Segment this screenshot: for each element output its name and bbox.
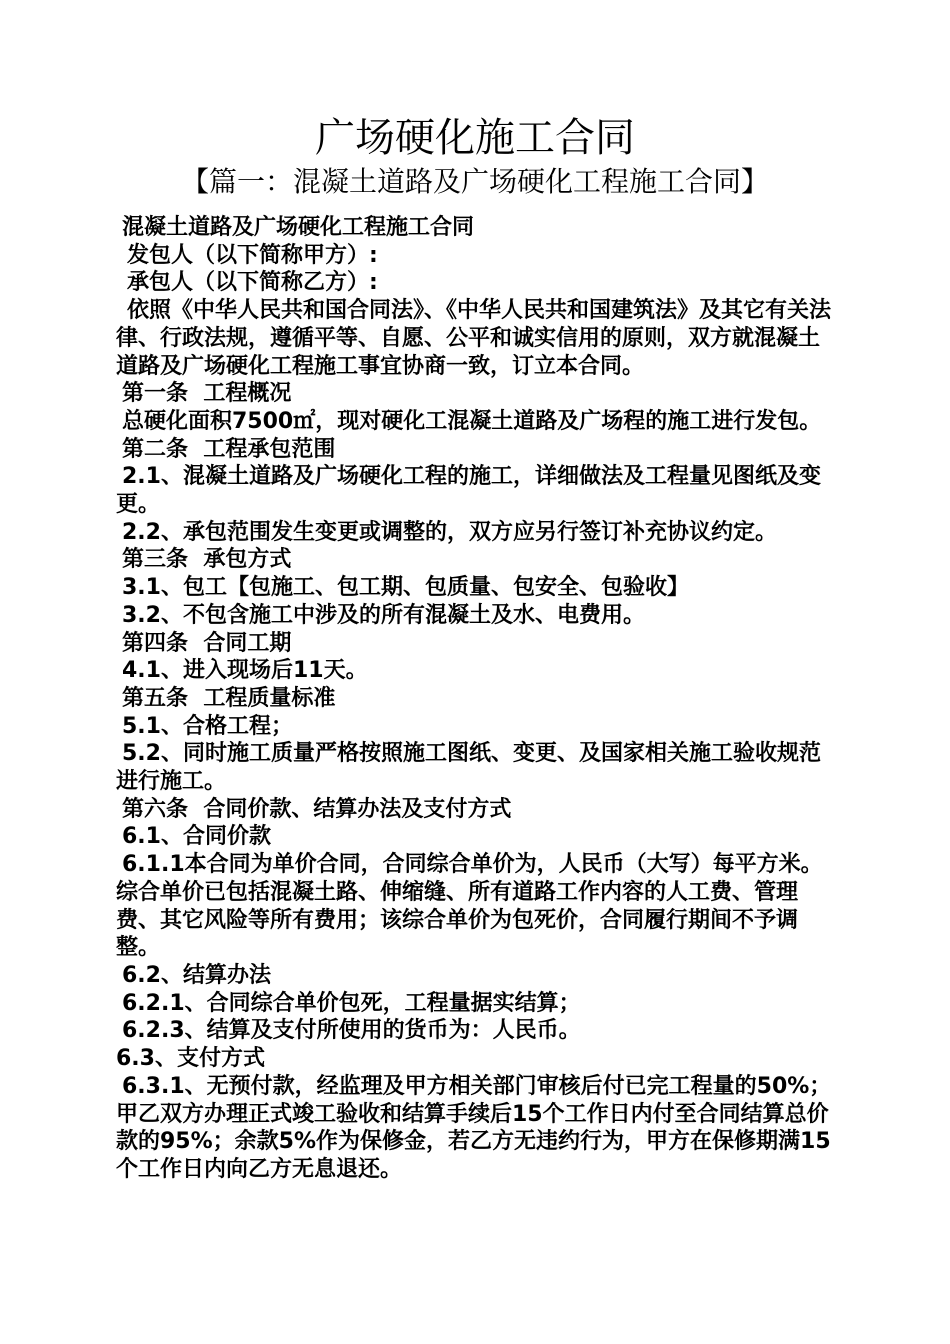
clause-6-1-1: 6.1.1本合同为单价合同，合同综合单价为，人民币（大写）每平方米。综合单价已包括混凝土路、伸缩缝、所有道路工作内容的人工费、管理费、其它风险等所有费用；该综合单价为包死价，合同履行期间不予调整。 (116, 852, 823, 961)
article-5-heading: 第五条 工程质量标准 (122, 685, 336, 711)
clause-6-2-3: 6.2.3、结算及支付所使用的货币为：人民币。 (122, 1018, 581, 1044)
clause-2-1: 2.1、混凝土道路及广场硬化工程的施工，详细做法及工程量见图纸及变更。 (116, 464, 821, 518)
clause-6-2: 6.2、结算办法 (122, 962, 271, 988)
preamble-paragraph: 依照《中华人民共和国合同法》、《中华人民共和国建筑法》及其它有关法律、行政法规，遵循平等、自愿、公平和诚实信用的原则，双方就混凝土道路及广场硬化工程施工事宜协商一致，订立本合同。 (116, 298, 832, 379)
document-subtitle: 【篇一：混凝土道路及广场硬化工程施工合同】 (180, 165, 769, 198)
clause-3-1: 3.1、包工【包施工、包工期、包质量、包安全、包验收】 (122, 575, 689, 601)
party-a-line: 发包人（以下简称甲方）: (127, 242, 378, 268)
party-b-line: 承包人（以下简称乙方）: (127, 270, 378, 296)
article-4-heading: 第四条 合同工期 (122, 630, 292, 656)
contract-heading: 混凝土道路及广场硬化工程施工合同 (122, 215, 475, 240)
clause-5-2: 5.2、同时施工质量严格按照施工图纸、变更、及国家相关施工验收规范进行施工。 (116, 741, 821, 795)
clause-4-1: 4.1、进入现场后11天。 (122, 658, 368, 684)
document-title: 广场硬化施工合同 (315, 115, 635, 161)
clause-3-2: 3.2、不包含施工中涉及的所有混凝土及水、电费用。 (122, 602, 645, 628)
clause-6-3-1: 6.3.1、无预付款，经监理及甲方相关部门审核后付已完工程量的50%；甲乙双方办理正式竣工验收和结算手续后15个工作日内付至合同结算总价款的95%；余款5%作为保修金，若乙方无违约行为，甲方在保修期满15个工作日内向乙方无息退还。 (116, 1073, 832, 1182)
clause-2-2: 2.2、承包范围发生变更或调整的，双方应另行签订补充协议约定。 (122, 519, 777, 545)
clause-6-2-1: 6.2.1、合同综合单价包死，工程量据实结算； (122, 990, 581, 1016)
clause-6-1: 6.1、合同价款 (122, 824, 271, 850)
clause-6-3: 6.3、支付方式 (116, 1046, 265, 1072)
article-1-heading: 第一条 工程概况 (122, 381, 292, 407)
article-6-heading: 第六条 合同价款、结算办法及支付方式 (122, 796, 512, 822)
document-body (116, 214, 836, 1184)
article-1-paragraph: 总硬化面积7500㎡，现对硬化工混凝土道路及广场程的施工进行发包。 (122, 408, 822, 434)
article-2-heading: 第二条 工程承包范围 (122, 436, 336, 462)
article-3-heading: 第三条 承包方式 (122, 547, 292, 573)
clause-5-1: 5.1、合格工程； (122, 713, 293, 739)
